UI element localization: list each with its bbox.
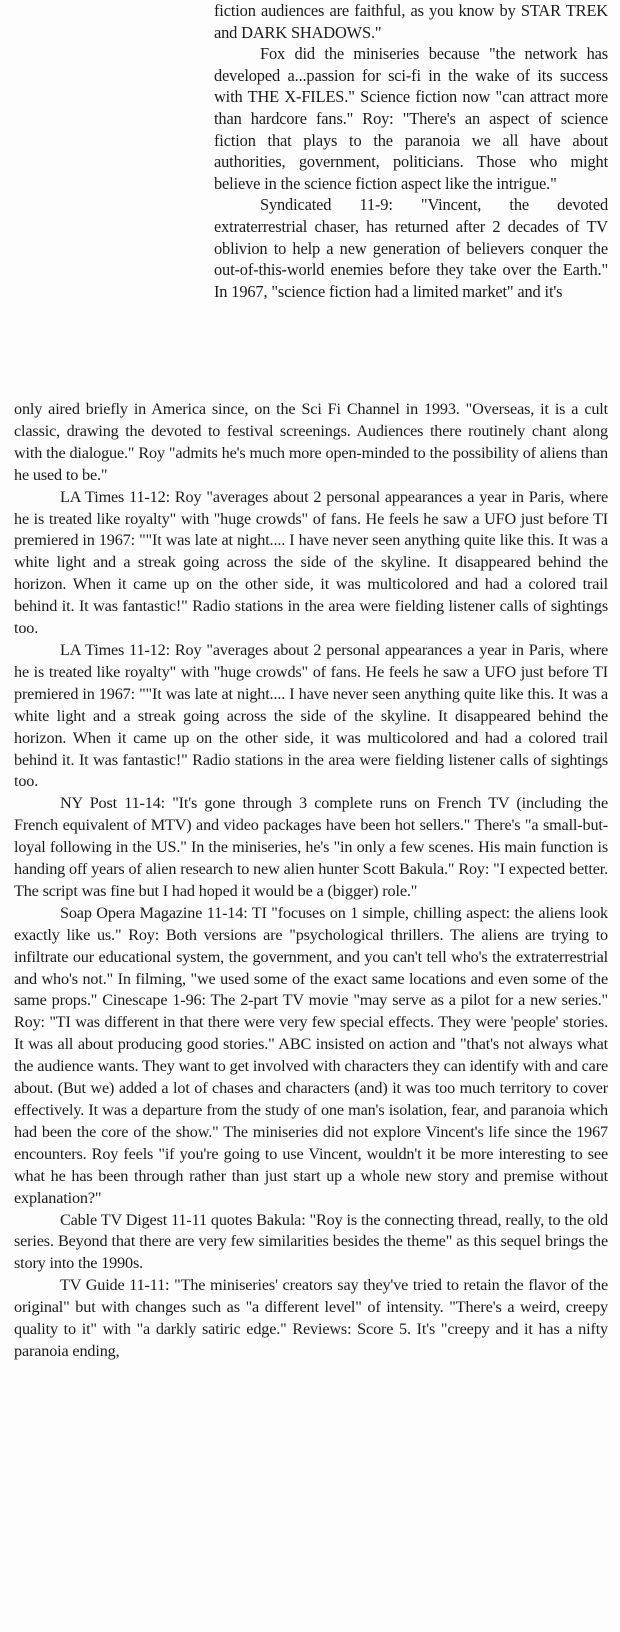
paragraph-soap-opera-magazine: Soap Opera Magazine 11-14: TI "focuses on 1 simple, chilling aspect: the aliens look exactly like us." Roy: Both versions are "psychological thrillers. The aliens are trying to infiltrate our educational system, the government, and you can't tell who's the extraterrestrial and who's not." In filming, "we used some of the exact same locations and even some of the same props." Cinescape 1-96: The 2-part TV movie "may serve as a pilot for a new series." Roy: "TI was different in that there were very few special effects. They were 'people' stories. It was all about producing good stories." ABC insisted on action and "that's not always what the audience wants. They want to get involved with characters they can identify with and care about. (But we) added a lot of chases and characters (and) it was too much territory to cover effectively. It was a departure from the study of one man's isolation, fear, and paranoia which had been the core of the show." The miniseries did not explore Vincent's life since the 1967 encounters. Roy feels "if you're going to use Vincent, wouldn't it be more interesting to see what he has been through rather than just start up a whole new story and premise without explanation?": [14, 903, 608, 1207]
paragraph-tv-guide: TV Guide 11-11: "The miniseries' creators say they've tried to retain the flavor of the original" but with changes such as "a different level" of intensity. "There's a weird, creepy quality to it" with "a darkly satiric edge." Reviews: Score 5. It's "creepy and it has a nifty paranoia ending,: [14, 1276, 608, 1360]
paragraph-cable-tv-digest: Cable TV Digest 11-11 quotes Bakula: "Roy is the connecting thread, really, to the old series. Beyond that there are very few similarities besides the theme" as this sequel brings the story into the 1990s.: [14, 1210, 608, 1273]
paragraph-la-times-2: LA Times 11-12: Roy "averages about 2 personal appearances a year in Paris, where he is treated like royalty" with "huge crowds" of fans. He feels he saw a UFO just before TI premiered in 1967: ""It was late at night.... I have never seen anything quite like this. It was a white light and a streak going across the side of the skyline. It disappeared behind the horizon. When it came up on the other side, it was multicolored and had a colored trail behind it. It was fantastic!" Radio stations in the area were fielding listener calls of sightings too.: [14, 640, 608, 791]
full-width-column: [14, 399, 608, 1363]
top-right-column: [214, 0, 608, 302]
paragraph-continuation: fiction audiences are faithful, as you know by STAR TREK and DARK SHADOWS.": [214, 1, 608, 42]
paragraph-ny-post: NY Post 11-14: "It's gone through 3 complete runs on French TV (including the French equivalent of MTV) and video packages have been hot sellers." There's "a small-but-loyal following in the US." In the miniseries, he's "in only a few scenes. His main function is handing off years of alien research to new alien hunter Scott Bakula." Roy: "I expected better. The script was fine but I had hoped it would be a (bigger) role.": [14, 794, 608, 900]
paragraph-la-times-1: LA Times 11-12: Roy "averages about 2 personal appearances a year in Paris, where he is treated like royalty" with "huge crowds" of fans. He feels he saw a UFO just before TI premiered in 1967: ""It was late at night.... I have never seen anything quite like this. It was a white light and a streak going across the side of the skyline. It disappeared behind the horizon. When it came up on the other side, it was multicolored and had a colored trail behind it. It was fantastic!" Radio stations in the area were fielding listener calls of sightings too.: [14, 487, 608, 638]
blank-image-area: [0, 0, 205, 400]
paragraph-syndicated: Syndicated 11-9: "Vincent, the devoted extraterrestrial chaser, has returned after 2 decades of TV oblivion to help a new generation of believers conquer the out-of-this-world enemies before they take over the Earth." In 1967, "science fiction had a limited market" and it's: [214, 195, 608, 301]
paragraph-fox-miniseries: Fox did the miniseries because "the network has developed a...passion for sci-fi in the wake of its success with THE X-FILES." Science fiction now "can attract more than hardcore fans." Roy: "There's an aspect of science fiction that plays to the paranoia we all have about authorities, government, politicians. Those who might believe in the science fiction aspect like the intrigue.": [214, 44, 608, 193]
paragraph-syndicated-continued: only aired briefly in America since, on the Sci Fi Channel in 1993. "Overseas, it is a cult classic, drawing the devoted to festival screenings. Audiences there routinely chant along with the dialogue." Roy "admits he's much more open-minded to the possibility of aliens than he used to be.": [14, 400, 608, 484]
